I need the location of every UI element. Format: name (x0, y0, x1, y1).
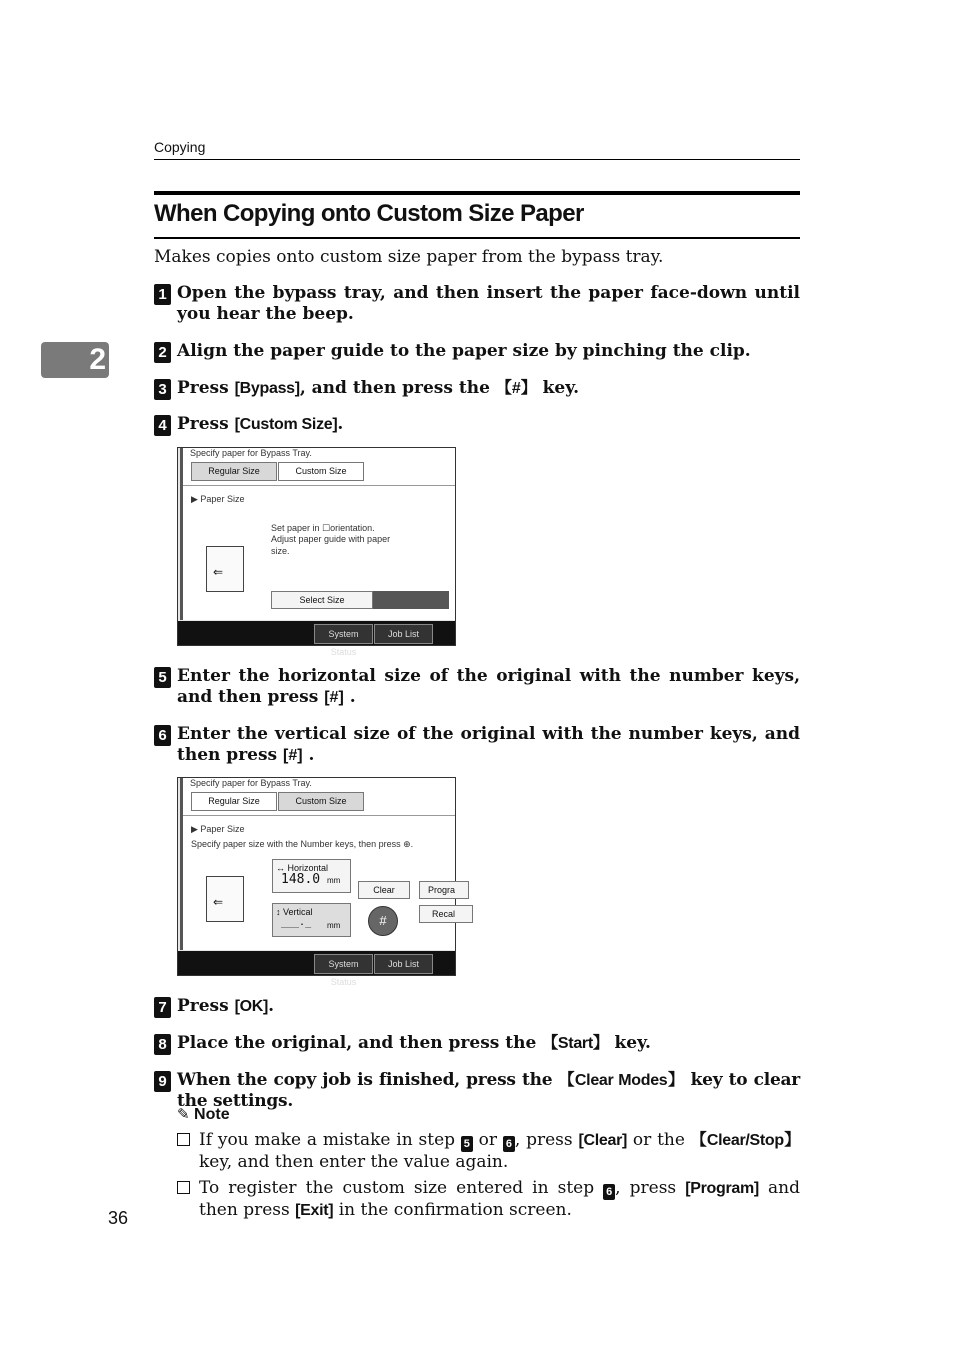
tab-regular-size[interactable]: Regular Size (191, 792, 277, 811)
screen-header: Specify paper for Bypass Tray. (190, 778, 312, 788)
clear-key-label: [Clear] (578, 1132, 628, 1149)
select-size-value-box (373, 591, 449, 609)
hash-key-label: [#] (283, 747, 303, 764)
step-7 (154, 996, 800, 1017)
page-number: 36 (108, 1208, 129, 1228)
note-heading: ✎ Note (177, 1106, 230, 1123)
status-bar (178, 951, 455, 987)
screen-header: Specify paper for Bypass Tray. (190, 448, 312, 458)
horizontal-field[interactable] (272, 859, 351, 893)
exit-key-label: [Exit] (295, 1202, 334, 1219)
clear-modes-key-label: 【Clear Modes】 (558, 1072, 685, 1089)
note-text: To register the custom size entered in step 6 , press [Program] and then press [Exit] in the confirmation screen. (199, 1178, 800, 1220)
bypass-key-label: [Bypass] (234, 380, 300, 397)
system-status-button[interactable]: System Status (314, 624, 373, 644)
system-status-button[interactable]: System Status (314, 954, 373, 974)
step-text: Place the original, and then press the 【Start】 key. (177, 1033, 651, 1053)
title-rule-top (154, 191, 800, 195)
divider (183, 485, 455, 486)
chapter-tab (41, 342, 109, 378)
start-key-label: 【Start】 (542, 1035, 609, 1052)
screenshot-regular-size (177, 447, 456, 657)
step-5 (154, 666, 800, 708)
job-list-button[interactable]: Job List (374, 954, 433, 974)
program-button[interactable]: Progra (419, 881, 469, 899)
step-text: Open the bypass tray, and then insert the paper face-down until you hear the beep. (177, 283, 800, 324)
divider (183, 815, 455, 816)
screenshot-custom-size (177, 777, 456, 987)
hash-button[interactable]: # (368, 906, 398, 936)
screen-panel (180, 778, 455, 950)
step-9 (154, 1070, 800, 1112)
step-text: Enter the vertical size of the original with the number keys, and then press [#] . (177, 724, 800, 765)
program-key-label: [Program] (685, 1180, 759, 1197)
section-title: When Copying onto Custom Size Paper (154, 200, 584, 227)
checkbox-icon (177, 1133, 190, 1146)
screen-panel (180, 448, 455, 620)
hash-key-label: 【#】 (495, 380, 537, 397)
step-4 (154, 414, 800, 435)
clear-button[interactable]: Clear (358, 881, 410, 899)
step-text: When the copy job is finished, press the 【Clear Modes】 key to clear the settings. (177, 1070, 800, 1111)
step-ref-icon: 6 (503, 1136, 515, 1152)
step-2 (154, 341, 800, 362)
step-6 (154, 724, 800, 766)
step-number: 5 (154, 667, 171, 688)
step-number: 2 (154, 342, 171, 363)
step-number: 7 (154, 997, 171, 1018)
select-size-button[interactable]: Select Size (271, 591, 373, 609)
step-text: Press [Custom Size]. (177, 414, 344, 434)
step-number: 6 (154, 725, 171, 746)
step-ref-icon: 6 (603, 1184, 615, 1200)
running-head: Copying (154, 139, 206, 155)
paper-size-label: ▶ Paper Size (191, 824, 245, 834)
intro-text: Makes copies onto custom size paper from the bypass tray. (154, 247, 664, 267)
instruction-text: Specify paper size with the Number keys, then press ⊕. (191, 839, 414, 849)
instruction-line-1: Set paper in ☐orientation. (271, 523, 375, 533)
step-3 (154, 378, 800, 399)
title-rule-bottom (154, 237, 800, 239)
hash-key-label: [#] (324, 689, 344, 706)
step-number: 1 (154, 284, 171, 305)
note-item-2 (177, 1178, 800, 1221)
tab-custom-size[interactable]: Custom Size (278, 462, 364, 481)
step-number: 4 (154, 415, 171, 436)
step-8 (154, 1033, 800, 1054)
ok-key-label: [OK] (234, 998, 269, 1015)
tab-custom-size[interactable]: Custom Size (278, 792, 364, 811)
horizontal-label: ↔ Horizontal (276, 863, 329, 873)
vertical-field[interactable] (272, 903, 351, 937)
step-1 (154, 283, 800, 325)
custom-size-key-label: [Custom Size] (234, 416, 338, 433)
step-text: Press [OK]. (177, 996, 275, 1016)
step-number: 3 (154, 379, 171, 400)
step-number: 8 (154, 1034, 171, 1055)
paper-size-label: ▶ Paper Size (191, 494, 245, 504)
vertical-label: ↕ Vertical (276, 907, 313, 917)
clear-stop-key-label: 【Clear/Stop】 (690, 1132, 800, 1149)
checkbox-icon (177, 1181, 190, 1194)
horizontal-unit: mm (327, 876, 341, 885)
horizontal-value: 148.0 (281, 872, 321, 887)
tab-regular-size[interactable]: Regular Size (191, 462, 277, 481)
step-text: Enter the horizontal size of the original with the number keys, and then press [#] . (177, 666, 800, 707)
step-number: 9 (154, 1071, 171, 1092)
note-text: If you make a mistake in step 5 or 6 , press [Clear] or the 【Clear/Stop】 key, and then enter the value again. (199, 1130, 800, 1172)
job-list-button[interactable]: Job List (374, 624, 433, 644)
step-text: Press [Bypass], and then press the 【#】 key. (177, 378, 580, 398)
bypass-paper-icon: ⇐ (206, 876, 244, 922)
note-item-1 (177, 1130, 800, 1173)
status-bar (178, 621, 455, 657)
step-ref-icon: 5 (461, 1136, 473, 1152)
vertical-unit: mm (327, 921, 341, 930)
pencil-icon: ✎ (177, 1106, 190, 1123)
instruction-line-2: Adjust paper guide with paper (271, 534, 391, 544)
vertical-value: ___._ (281, 917, 312, 928)
recall-button[interactable]: Recal (419, 905, 473, 923)
instruction-line-3: size. (271, 546, 290, 556)
step-text: Align the paper guide to the paper size by pinching the clip. (177, 341, 751, 361)
bypass-paper-icon: ⇐ (206, 546, 244, 592)
chapter-number: 2 (89, 343, 106, 376)
header-rule (154, 159, 800, 160)
